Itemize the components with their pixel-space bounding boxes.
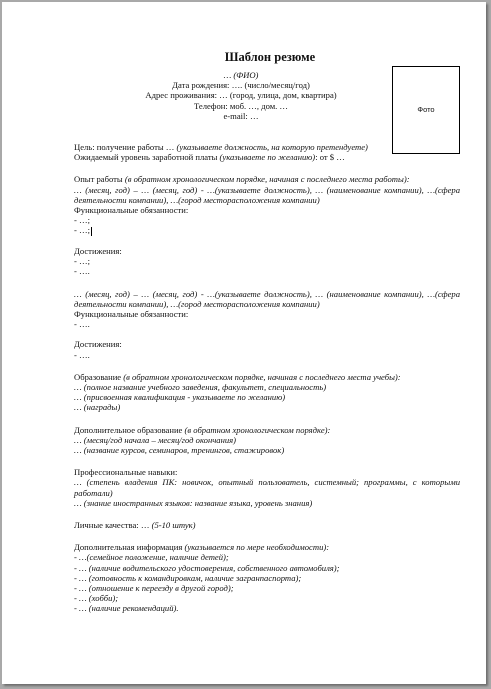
list-item: - … (наличие рекомендаций). xyxy=(74,603,179,614)
duties-label: Функциональные обязанности: xyxy=(74,308,189,319)
photo-label: Фото xyxy=(417,104,435,114)
page-title: Шаблон резюме xyxy=(224,50,316,64)
list-item: - … (готовность к командировкам, наличие загранпаспорта); xyxy=(74,572,302,583)
list-item: - …; xyxy=(74,215,90,226)
list-item: - …; xyxy=(74,256,90,267)
resume-header xyxy=(74,70,460,142)
text-cursor xyxy=(91,227,92,236)
list-item: … (название курсов, семинаров, тренингов, стажировок) xyxy=(74,445,285,455)
salary-line: Ожидаемый уровень заработной платы (указываете по желанию): от $ … xyxy=(74,152,345,163)
duties-label: Функциональные обязанности: xyxy=(74,205,189,216)
list-item: … (присвоенная квалификация - указываете по желанию) xyxy=(74,392,286,403)
list-item: - … (отношение к переезду в другой город); xyxy=(74,583,234,594)
list-item: - …. xyxy=(74,349,90,360)
document-page xyxy=(2,2,486,684)
list-item: … (полное название учебного заведения, факультет, специальность) xyxy=(74,381,327,392)
document-content xyxy=(74,50,460,614)
list-item: … (степень владения ПК: новичок, опытный пользователь, системный; программы, с которыми работали) xyxy=(74,477,460,498)
fio-line: … (ФИО) xyxy=(223,70,259,80)
list-item: - …; xyxy=(74,225,90,236)
address-line: Адрес проживания: … (город, улица, дом, квартира) xyxy=(145,90,337,101)
personal-info xyxy=(106,70,376,121)
achievements-label: Достижения: xyxy=(74,339,122,350)
list-item: - … (наличие водительского удостоверения, собственного автомобиля); xyxy=(74,562,340,573)
photo-placeholder xyxy=(392,66,460,154)
list-item: - …. xyxy=(74,319,90,330)
list-item: - … (хобби); xyxy=(74,593,119,604)
list-item: - …. xyxy=(74,266,90,277)
additional-heading: Дополнительная информация (указывается по мере необходимости): xyxy=(74,542,330,553)
personal-line: Личные качества: … (5-10 штук) xyxy=(74,520,196,531)
list-item: … (награды) xyxy=(74,402,121,413)
achievements-label: Достижения: xyxy=(74,245,122,256)
list-item: … (знание иностранных языков: название языка, уровень знания) xyxy=(74,497,313,508)
goal-line: Цель: получение работы … (указываете должность, на которую претендуете) xyxy=(74,142,368,152)
experience-heading: Опыт работы (в обратном хронологическом порядке, начиная с последнего места работы): xyxy=(74,174,410,185)
skills-heading: Профессиональные навыки: xyxy=(74,467,178,478)
job-1: … (месяц, год) – … (месяц, год) - …(указываете должность), … (наименование компании), …(сфера деятельности компании), …(город месторасположения компании) xyxy=(74,184,460,205)
phone-line: Телефон: моб. …, дом. … xyxy=(193,100,289,111)
birth-line: Дата рождения: …. (число/месяц/год) xyxy=(172,80,310,91)
extra-education-heading: Дополнительное образование (в обратном хронологическом порядке): xyxy=(74,424,331,435)
list-item: … (месяц/год начала – месяц/год окончания) xyxy=(74,434,237,445)
list-item: - …(семейное положение, наличие детей); xyxy=(74,552,229,563)
education-heading: Образование (в обратном хронологическом порядке, начиная с последнего места учебы): xyxy=(74,371,401,382)
job-2: … (месяц, год) – … (месяц, год) - …(указываете должность), … (наименование компании), …(сфера деятельности компании), …(город месторасположения компании) xyxy=(74,288,460,309)
email-line: e-mail: … xyxy=(223,110,259,121)
